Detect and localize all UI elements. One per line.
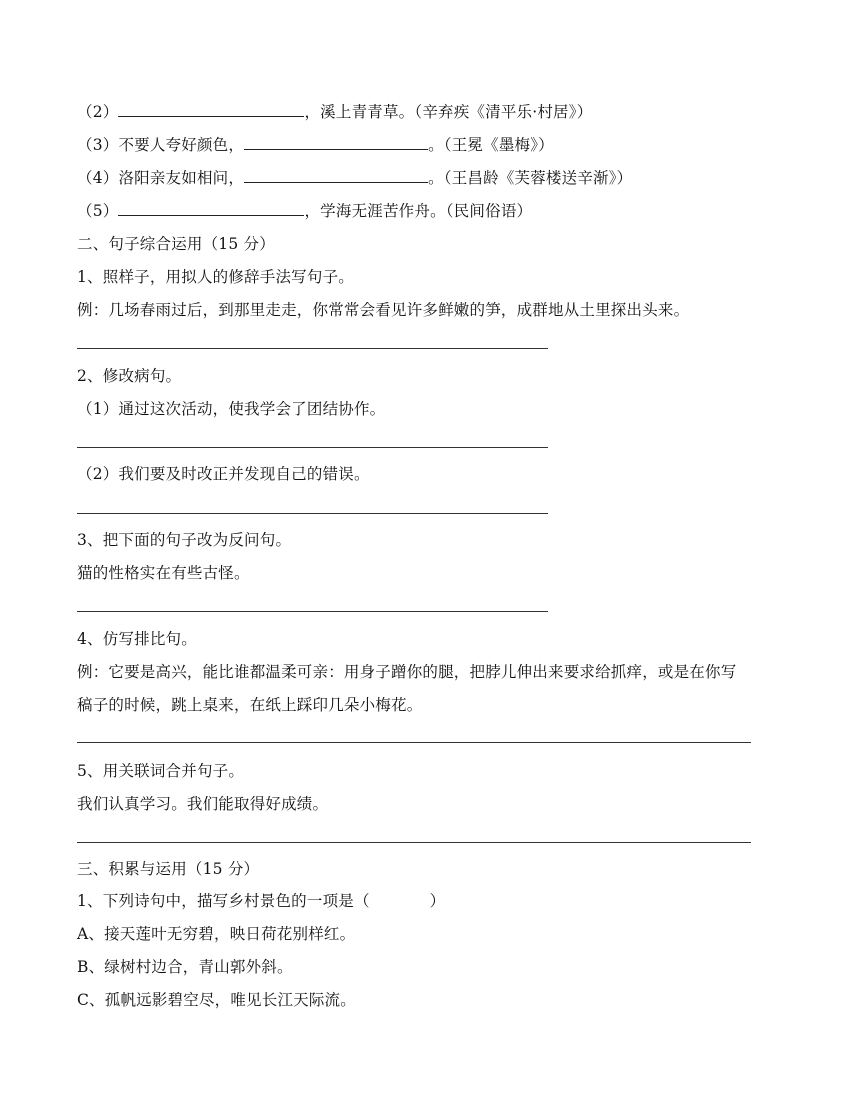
q5-number: （5）	[77, 202, 119, 220]
s3-option-c[interactable]: C、孤帆远影碧空尽，唯见长江天际流。	[77, 991, 356, 1009]
s2-item4-example-line1: 例：它要是高兴，能比谁都温柔可亲：用身子蹭你的腿，把脖儿伸出来要求给抓痒，或是在你写	[77, 663, 737, 681]
s2-item1-answer-line[interactable]	[77, 348, 548, 349]
s2-item4-answer-line[interactable]	[77, 742, 751, 743]
s2-item4-title: 4、仿写排比句。	[77, 630, 197, 648]
q3-line	[77, 135, 554, 155]
q4-blank[interactable]	[244, 168, 428, 183]
q4-text-after: 。（王昌龄《芙蓉楼送辛渐》）	[428, 169, 633, 187]
s2-item3-sentence: 猫的性格实在有些古怪。	[77, 564, 250, 582]
s2-item1-title: 1、照样子，用拟人的修辞手法写句子。	[77, 268, 354, 286]
s2-item2-sentence2: （2）我们要及时改正并发现自己的错误。	[77, 465, 370, 483]
s2-item3-title: 3、把下面的句子改为反问句。	[77, 531, 292, 549]
q5-blank[interactable]	[118, 201, 304, 216]
section3-heading: 三、积累与运用（15 分）	[77, 860, 260, 878]
q2-text: ，溪上青青草。（辛弃疾《清平乐·村居》）	[304, 103, 593, 121]
section2-heading: 二、句子综合运用（15 分）	[77, 235, 275, 253]
s2-item2-answer-line2[interactable]	[77, 513, 548, 514]
s3-item1-close-paren: ）	[429, 892, 446, 910]
s3-option-a[interactable]: A、接天莲叶无穷碧，映日荷花别样红。	[77, 925, 356, 943]
q2-number: （2）	[77, 103, 119, 121]
s3-option-b[interactable]: B、绿树村边合，青山郭外斜。	[77, 958, 293, 976]
s2-item1-example: 例：几场春雨过后，到那里走走，你常常会看见许多鲜嫩的笋，成群地从土里探出头来。	[77, 301, 690, 319]
q3-blank[interactable]	[244, 135, 428, 150]
s2-item3-answer-line[interactable]	[77, 611, 548, 612]
s3-item1-title: 1、下列诗句中，描写乡村景色的一项是（	[77, 892, 370, 910]
s2-item2-sentence1: （1）通过这次活动，使我学会了团结协作。	[77, 400, 386, 418]
s2-item4-example-line2: 稿子的时候，跳上桌来，在纸上踩印几朵小梅花。	[77, 696, 423, 714]
s2-item2-title: 2、修改病句。	[77, 367, 182, 385]
q2-line	[77, 102, 592, 122]
q5-text: ，学海无涯苦作舟。（民间俗语）	[304, 202, 533, 220]
q4-text-before: （4）洛阳亲友如相问，	[77, 169, 245, 187]
s2-item2-answer-line1[interactable]	[77, 447, 548, 448]
s3-item1-line	[77, 891, 445, 911]
s2-item5-sentence: 我们认真学习。我们能取得好成绩。	[77, 795, 329, 813]
q4-line	[77, 168, 632, 188]
q2-blank[interactable]	[118, 102, 304, 117]
q3-text-after: 。（王冕《墨梅》）	[428, 136, 554, 154]
q3-text-before: （3）不要人夸好颜色，	[77, 136, 245, 154]
s2-item5-title: 5、用关联词合并句子。	[77, 762, 245, 780]
s2-item5-answer-line[interactable]	[77, 842, 751, 843]
q5-line	[77, 201, 532, 221]
